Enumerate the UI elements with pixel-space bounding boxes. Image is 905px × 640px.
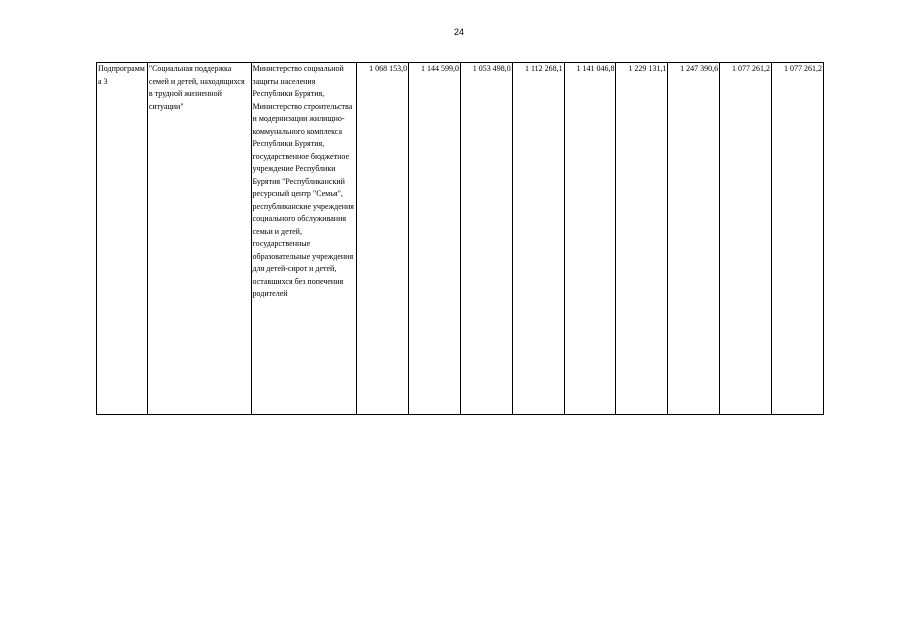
page-number: 24: [453, 27, 464, 37]
value-cell: 1 112 268,1: [512, 63, 564, 415]
table-row: [97, 63, 824, 415]
budget-table: [96, 62, 824, 415]
subprogram-code-cell: Подпрограмма 3: [97, 63, 148, 415]
value-cell: 1 068 153,0: [357, 63, 409, 415]
subprogram-title-cell: "Социальная поддержка семей и детей, находящихся в трудной жизненной ситуации": [147, 63, 251, 415]
value-cell: 1 247 390,6: [668, 63, 720, 415]
executors-cell: Министерство социальной защиты населения Республики Бурятия, Министерство строительства и модернизации жилищно-коммунального комплекса Республики Бурятия, государственное бюджетное учреждение Республики Бурятия "Республиканский ресурсный центр "Семья", республиканские учреждения социального обслуживания семьи и детей, государственные образовательные учреждения для детей-сирот и детей, оставшихся без попечения родителей: [251, 63, 357, 415]
value-cell: 1 229 131,1: [616, 63, 668, 415]
value-cell: 1 077 261,2: [772, 63, 824, 415]
value-cell: 1 053 498,0: [460, 63, 512, 415]
value-cell: 1 141 046,8: [564, 63, 616, 415]
value-cell: 1 144 599,0: [409, 63, 461, 415]
value-cell: 1 077 261,2: [720, 63, 772, 415]
